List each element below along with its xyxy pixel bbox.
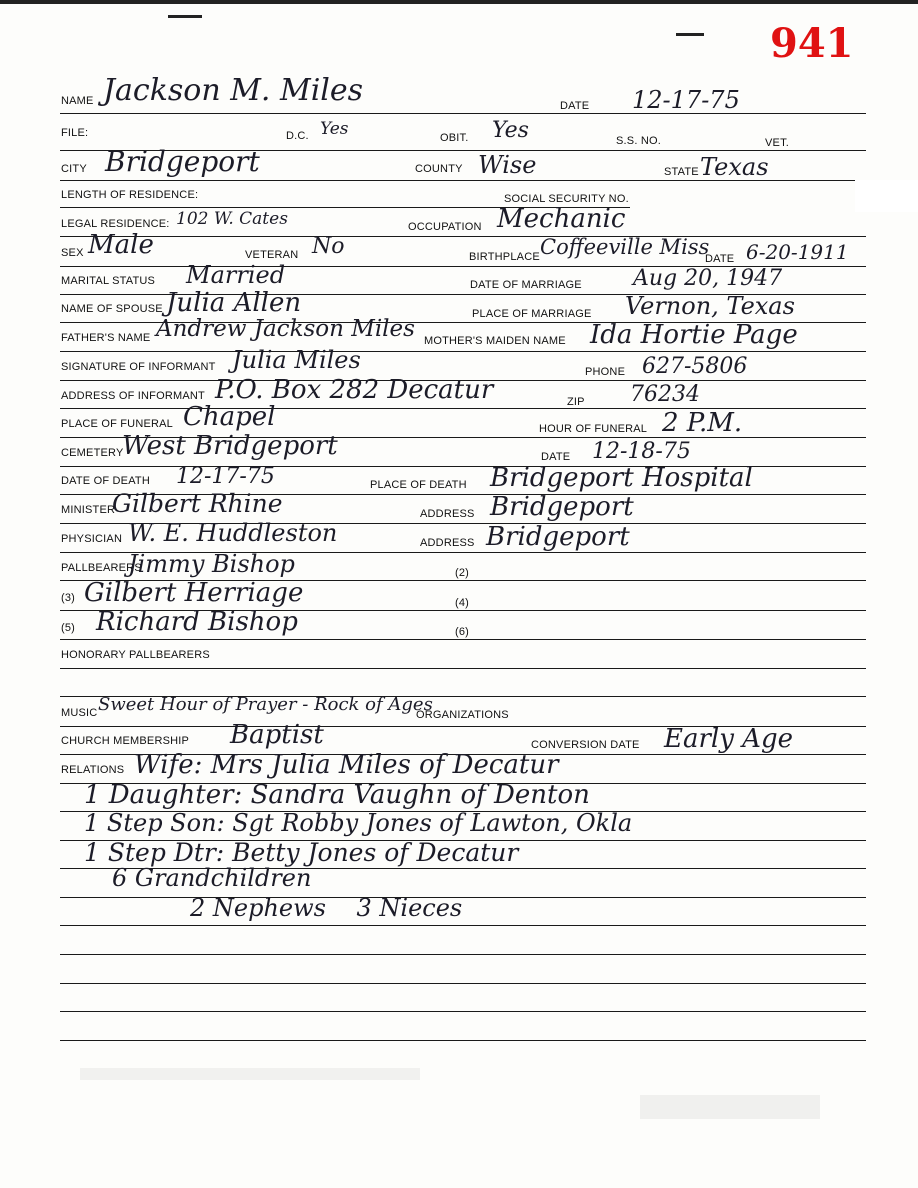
scan-mark-right xyxy=(676,33,704,36)
name-label: NAME xyxy=(61,95,94,107)
hour-of-funeral-label: HOUR OF FUNERAL xyxy=(539,423,648,435)
legal-residence-value[interactable]: 102 W. Cates xyxy=(176,209,288,229)
spouse-label: NAME OF SPOUSE xyxy=(61,303,163,315)
dc-value[interactable]: Yes xyxy=(320,119,349,139)
line-honorary-1 xyxy=(60,668,866,669)
vet-label: VET. xyxy=(765,137,790,149)
scan-top-edge xyxy=(0,0,918,4)
physician-address-label: ADDRESS xyxy=(420,537,475,549)
pallbearer-5-label: (5) xyxy=(61,622,76,634)
date-label: DATE xyxy=(560,100,590,112)
honorary-pallbearers-label: HONORARY PALLBEARERS xyxy=(61,649,210,661)
birthplace-value[interactable]: Coffeeville Miss xyxy=(540,235,710,259)
marital-status-label: MARITAL STATUS xyxy=(61,275,156,287)
pallbearer-3-label: (3) xyxy=(61,592,76,604)
line-relations-5 xyxy=(60,897,866,898)
scan-mark-left xyxy=(168,15,202,18)
address-of-informant-value[interactable]: P.O. Box 282 Decatur xyxy=(215,375,494,405)
county-value[interactable]: Wise xyxy=(478,151,537,179)
phone-label: PHONE xyxy=(585,366,626,378)
zip-value[interactable]: 76234 xyxy=(630,382,700,407)
line-pallbearers-3 xyxy=(60,639,866,640)
pallbearer-6-label: (6) xyxy=(455,626,470,638)
line-city xyxy=(60,180,866,181)
fathers-name-label: FATHER'S NAME xyxy=(61,332,151,344)
relation-line-2[interactable]: 1 Daughter: Sandra Vaughn of Denton xyxy=(84,780,590,810)
date-value[interactable]: 12-17-75 xyxy=(632,86,740,114)
church-membership-value[interactable]: Baptist xyxy=(230,720,324,750)
pallbearer-3-value[interactable]: Gilbert Herriage xyxy=(84,578,304,608)
birthplace-label: BIRTHPLACE xyxy=(469,251,540,263)
mothers-maiden-name-label: MOTHER'S MAIDEN NAME xyxy=(424,335,566,347)
veteran-label: VETERAN xyxy=(245,249,299,261)
line-relations-6 xyxy=(60,925,866,926)
spouse-value[interactable]: Julia Allen xyxy=(166,288,302,318)
city-label: CITY xyxy=(61,163,87,175)
legal-residence-label: LEGAL RESIDENCE: xyxy=(61,218,170,230)
minister-value[interactable]: Gilbert Rhine xyxy=(112,489,283,518)
place-of-funeral-label: PLACE OF FUNERAL xyxy=(61,418,174,430)
sex-label: SEX xyxy=(61,247,84,259)
conversion-date-value[interactable]: Early Age xyxy=(664,724,793,754)
mothers-maiden-name-value[interactable]: Ida Hortie Page xyxy=(590,320,798,350)
dc-label: D.C. xyxy=(286,130,309,142)
state-label: STATE xyxy=(664,166,699,178)
date-of-death-value[interactable]: 12-17-75 xyxy=(176,464,275,489)
physician-label: PHYSICIAN xyxy=(61,533,123,545)
obit-label: OBIT. xyxy=(440,132,469,144)
city-value[interactable]: Bridgeport xyxy=(105,145,260,178)
place-of-marriage-label: PLACE OF MARRIAGE xyxy=(472,308,592,320)
pallbearer-2-label: (2) xyxy=(455,567,470,579)
length-of-residence-label: LENGTH OF RESIDENCE: xyxy=(61,189,199,201)
name-value[interactable]: Jackson M. Miles xyxy=(103,73,364,108)
date-of-marriage-value[interactable]: Aug 20, 1947 xyxy=(633,266,783,291)
zip-label: ZIP xyxy=(567,396,585,408)
obit-value[interactable]: Yes xyxy=(492,118,529,143)
fathers-name-value[interactable]: Andrew Jackson Miles xyxy=(156,316,415,342)
line-relations-8 xyxy=(60,983,866,984)
redaction-box xyxy=(855,180,918,212)
pallbearer-4-label: (4) xyxy=(455,597,470,609)
date-of-marriage-label: DATE OF MARRIAGE xyxy=(470,279,582,291)
minister-address-value[interactable]: Bridgeport xyxy=(490,492,634,522)
line-legal xyxy=(60,236,866,237)
record-number: 941 xyxy=(770,20,854,67)
pallbearer-5-value[interactable]: Richard Bishop xyxy=(96,607,298,637)
cemetery-value[interactable]: West Bridgeport xyxy=(122,431,338,461)
line-name xyxy=(60,113,866,114)
line-relations-9 xyxy=(60,1011,866,1012)
conversion-date-label: CONVERSION DATE xyxy=(531,739,640,751)
occupation-value[interactable]: Mechanic xyxy=(497,204,626,234)
physician-value[interactable]: W. E. Huddleston xyxy=(128,519,338,547)
marital-status-value[interactable]: Married xyxy=(186,261,286,289)
bleed-through xyxy=(80,1068,420,1080)
relation-line-1[interactable]: Wife: Mrs Julia Miles of Decatur xyxy=(134,750,559,780)
place-of-death-value[interactable]: Bridgeport Hospital xyxy=(490,463,753,493)
veteran-value[interactable]: No xyxy=(312,234,345,259)
place-of-marriage-value[interactable]: Vernon, Texas xyxy=(625,292,795,320)
physician-address-value[interactable]: Bridgeport xyxy=(486,522,630,552)
line-parents xyxy=(60,351,866,352)
organizations-label: ORGANIZATIONS xyxy=(416,709,509,721)
hour-of-funeral-value[interactable]: 2 P.M. xyxy=(662,408,743,438)
occupation-label: OCCUPATION xyxy=(408,221,482,233)
place-of-funeral-value[interactable]: Chapel xyxy=(183,402,276,432)
pallbearer-1-value[interactable]: Jimmy Bishop xyxy=(128,550,295,578)
birth-date-value[interactable]: 6-20-1911 xyxy=(746,240,849,264)
minister-address-label: ADDRESS xyxy=(420,508,475,520)
relation-line-6[interactable]: 2 Nephews 3 Nieces xyxy=(190,894,463,922)
relations-label: RELATIONS xyxy=(61,764,125,776)
birth-date-label: DATE xyxy=(705,253,735,265)
relation-line-5[interactable]: 6 Grandchildren xyxy=(112,864,312,892)
ss-no-label: S.S. NO. xyxy=(616,135,661,147)
bleed-through xyxy=(640,1095,820,1119)
county-label: COUNTY xyxy=(415,163,463,175)
minister-label: MINISTER xyxy=(61,504,116,516)
signature-of-informant-label: SIGNATURE OF INFORMANT xyxy=(61,361,216,373)
cemetery-date-label: DATE xyxy=(541,451,571,463)
phone-value[interactable]: 627-5806 xyxy=(642,354,748,379)
line-relations-7 xyxy=(60,954,866,955)
cemetery-date-value[interactable]: 12-18-75 xyxy=(592,439,691,464)
date-of-death-label: DATE OF DEATH xyxy=(61,475,150,487)
sex-value[interactable]: Male xyxy=(88,230,154,260)
music-label: MUSIC xyxy=(61,707,98,719)
relation-line-3[interactable]: 1 Step Son: Sgt Robby Jones of Lawton, Okla xyxy=(84,809,633,837)
line-relations-10 xyxy=(60,1040,866,1041)
signature-of-informant-value[interactable]: Julia Miles xyxy=(232,346,361,374)
place-of-death-label: PLACE OF DEATH xyxy=(370,479,467,491)
address-of-informant-label: ADDRESS OF INFORMANT xyxy=(61,390,205,402)
pallbearers-label: PALLBEARERS xyxy=(61,562,142,574)
church-membership-label: CHURCH MEMBERSHIP xyxy=(61,735,190,747)
cemetery-label: CEMETERY xyxy=(61,447,124,459)
file-label: FILE: xyxy=(61,127,89,139)
state-value[interactable]: Texas xyxy=(700,153,769,181)
line-address xyxy=(60,408,866,409)
social-security-label: SOCIAL SECURITY NO. xyxy=(504,193,629,205)
music-value[interactable]: Sweet Hour of Prayer - Rock of Ages xyxy=(98,694,433,715)
relation-line-4[interactable]: 1 Step Dtr: Betty Jones of Decatur xyxy=(84,838,519,867)
